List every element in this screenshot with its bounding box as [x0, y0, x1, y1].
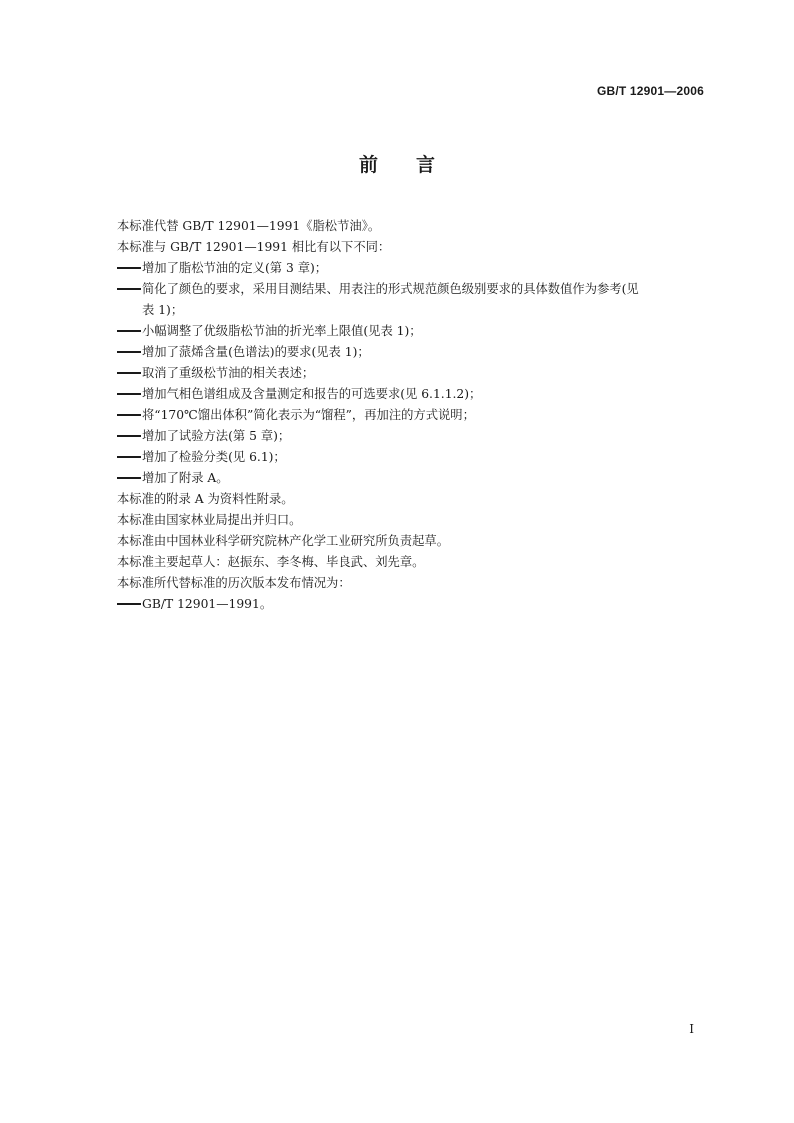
list-item-annex [117, 468, 712, 489]
page-number: I [689, 1022, 694, 1036]
dash-icon [117, 603, 141, 605]
paragraph-text: 本标准主要起草人：赵振东、李冬梅、毕良武、刘先章。 [117, 555, 425, 569]
list-item-text: 增加了试验方法(第 5 章)； [142, 429, 291, 443]
list-item-test-methods [117, 426, 712, 447]
paragraph-text: 本标准所代替标准的历次版本发布情况为： [117, 576, 351, 590]
list-item-text: 增加了附录 A。 [142, 471, 229, 485]
paragraph-text: 本标准代替 GB/T 12901—1991《脂松节油》。 [117, 219, 381, 233]
dash-icon [117, 435, 141, 437]
preface-body [117, 216, 712, 615]
list-item-text: 简化了颜色的要求，采用目测结果、用表注的形式规范颜色级别要求的具体数值作为参考(见 [142, 282, 639, 296]
dash-icon [117, 477, 141, 479]
list-item-text: 增加了蒎烯含量(色谱法)的要求(见表 1)； [142, 345, 370, 359]
list-item-text: 增加气相色谱组成及含量测定和报告的可选要求(见 6.1.1.2)； [142, 387, 482, 401]
paragraph-drafters [117, 552, 712, 573]
list-item-distillation [117, 405, 712, 426]
page-title: 前言 [358, 154, 473, 176]
list-item-inspection [117, 447, 712, 468]
paragraph-proposed-by [117, 510, 712, 531]
list-item-pinene [117, 342, 712, 363]
dash-icon [117, 351, 141, 353]
paragraph-supersedes [117, 216, 712, 237]
list-item-refractive-index [117, 321, 712, 342]
list-item-history [117, 594, 712, 615]
paragraph-text: 本标准由国家林业局提出并归口。 [117, 513, 302, 527]
dash-icon [117, 414, 141, 416]
list-item-definition [117, 258, 712, 279]
list-item-text: GB/T 12901—1991。 [142, 597, 273, 611]
standard-code: GB/T 12901—2006 [596, 84, 704, 98]
list-item-text: 小幅调整了优级脂松节油的折光率上限值(见表 1)； [142, 324, 422, 338]
dash-icon [117, 288, 141, 290]
list-item-text: 取消了重级松节油的相关表述； [142, 366, 315, 380]
paragraph-text: 本标准由中国林业科学研究院林产化学工业研究所负责起草。 [117, 534, 450, 548]
list-item-color [117, 279, 712, 321]
paragraph-text: 本标准与 GB/T 12901—1991 相比有以下不同： [117, 240, 391, 254]
list-item-continuation: 表 1)； [142, 303, 184, 317]
list-item-text: 增加了检验分类(见 6.1)； [142, 450, 286, 464]
dash-icon [117, 372, 141, 374]
list-item-gc [117, 384, 712, 405]
paragraph-text: 本标准的附录 A 为资料性附录。 [117, 492, 294, 506]
list-item-text: 增加了脂松节油的定义(第 3 章)； [142, 261, 328, 275]
list-item-text: 将“170℃馏出体积”简化表示为“馏程”，再加注的方式说明； [142, 408, 475, 422]
paragraph-changes-intro [117, 237, 712, 258]
list-item-heavy-turpentine [117, 363, 712, 384]
paragraph-history-intro [117, 573, 712, 594]
dash-icon [117, 267, 141, 269]
dash-icon [117, 456, 141, 458]
dash-icon [117, 330, 141, 332]
dash-icon [117, 393, 141, 395]
paragraph-drafted-by [117, 531, 712, 552]
paragraph-annex-informative [117, 489, 712, 510]
